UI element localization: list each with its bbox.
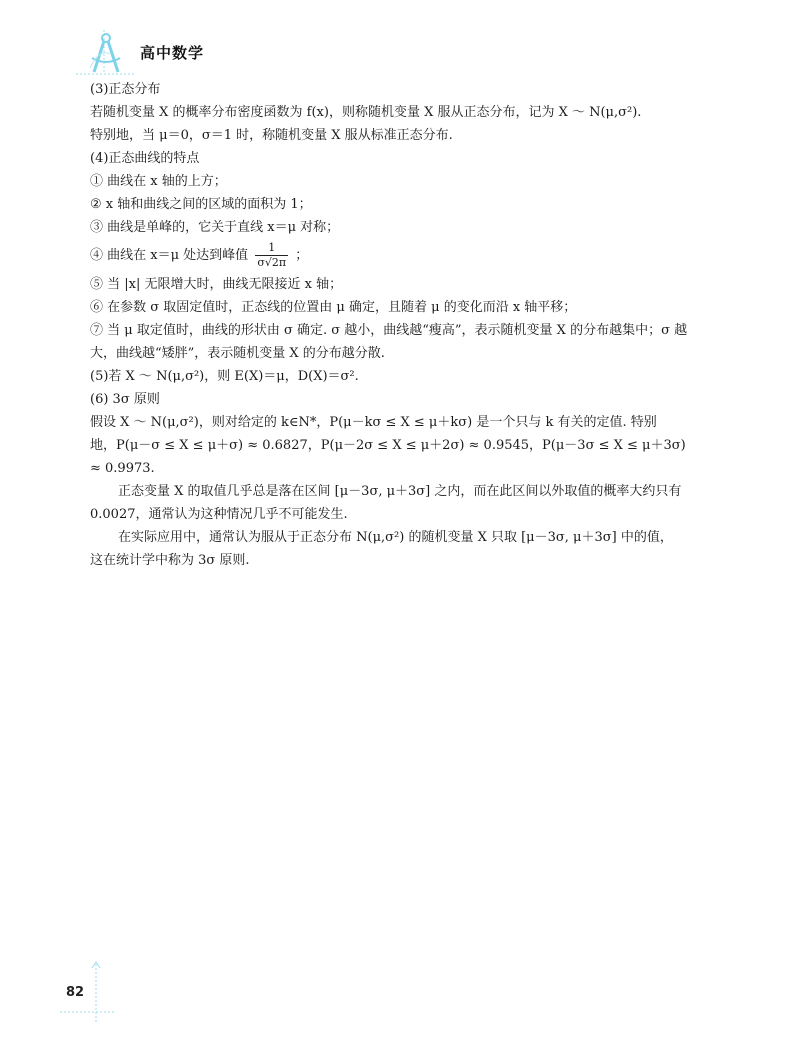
- section-heading-normal-distribution: (3)正态分布: [90, 82, 161, 97]
- fraction-numerator: 1: [255, 241, 288, 256]
- list-item-feature-4: [90, 239, 710, 273]
- list-item-feature-7-line-2: 大，曲线越“矮胖”，表示随机变量 X 的分布越分散.: [90, 346, 385, 361]
- paragraph-application-line-2: 这在统计学中称为 3σ 原则.: [90, 553, 250, 568]
- feature-4-end: ；: [295, 248, 309, 263]
- book-title: 高中数学: [140, 44, 205, 62]
- paragraph-interval-line-1: 正态变量 X 的取值几乎总是落在区间 [μ－3σ, μ＋3σ] 之内，而在此区间以外取值的概率大约只有: [118, 484, 682, 499]
- list-item-feature-3: ③ 曲线是单峰的，它关于直线 x＝μ 对称；: [90, 220, 340, 235]
- list-item-feature-5: ⑤ 当 |x| 无限增大时，曲线无限接近 x 轴；: [90, 277, 343, 292]
- paragraph-3-sigma-line-2: 地，P(μ－σ ≤ X ≤ μ＋σ) ≈ 0.6827，P(μ－2σ ≤ X ≤ μ＋2σ) ≈ 0.9545，P(μ－3σ ≤ X ≤ μ＋3σ): [90, 438, 686, 453]
- list-item-feature-2: ② x 轴和曲线之间的区域的面积为 1；: [90, 197, 312, 212]
- paragraph-definition: 若随机变量 X 的概率分布密度函数为 f(x)，则称随机变量 X 服从正态分布，记为 X ～ N(μ,σ²).: [90, 105, 642, 120]
- section-heading-curve-features: (4)正态曲线的特点: [90, 151, 200, 166]
- peak-value-fraction: [255, 241, 288, 270]
- section-heading-3-sigma: (6) 3σ 原则: [90, 392, 160, 407]
- list-item-feature-1: ① 曲线在 x 轴的上方；: [90, 174, 227, 189]
- list-item-feature-6: ⑥ 在参数 σ 取固定值时，正态线的位置由 μ 确定，且随着 μ 的变化而沿 x 轴平移；: [90, 300, 577, 315]
- paragraph-interval-line-2: 0.0027，通常认为这种情况几乎不可能发生.: [90, 507, 348, 522]
- compass-logo-icon: [70, 28, 136, 76]
- page-number: 82: [66, 985, 85, 1000]
- feature-4-text: ④ 曲线在 x＝μ 处达到峰值: [90, 248, 249, 263]
- list-item-feature-7-line-1: ⑦ 当 μ 取定值时，曲线的形状由 σ 确定. σ 越小，曲线越“瘦高”，表示随机变量 X 的分布越集中；σ 越: [90, 323, 688, 338]
- paragraph-standard-normal: 特别地，当 μ＝0，σ＝1 时，称随机变量 X 服从标准正态分布.: [90, 128, 453, 143]
- paragraph-3-sigma-line-3: ≈ 0.9973.: [90, 461, 155, 476]
- page-header: [70, 28, 210, 78]
- fraction-denominator: σ√2π: [257, 256, 287, 269]
- paragraph-application-line-1: 在实际应用中，通常认为服从于正态分布 N(μ,σ²) 的随机变量 X 只取 [μ－3σ, μ＋3σ] 中的值，: [118, 530, 673, 545]
- page-content: [90, 78, 710, 572]
- section-expectation-variance: (5)若 X ～ N(μ,σ²)，则 E(X)＝μ，D(X)＝σ².: [90, 369, 359, 384]
- paragraph-3-sigma-line-1: 假设 X ～ N(μ,σ²)，则对给定的 k∈N*，P(μ－kσ ≤ X ≤ μ＋kσ) 是一个只与 k 有关的定值. 特别: [90, 415, 657, 430]
